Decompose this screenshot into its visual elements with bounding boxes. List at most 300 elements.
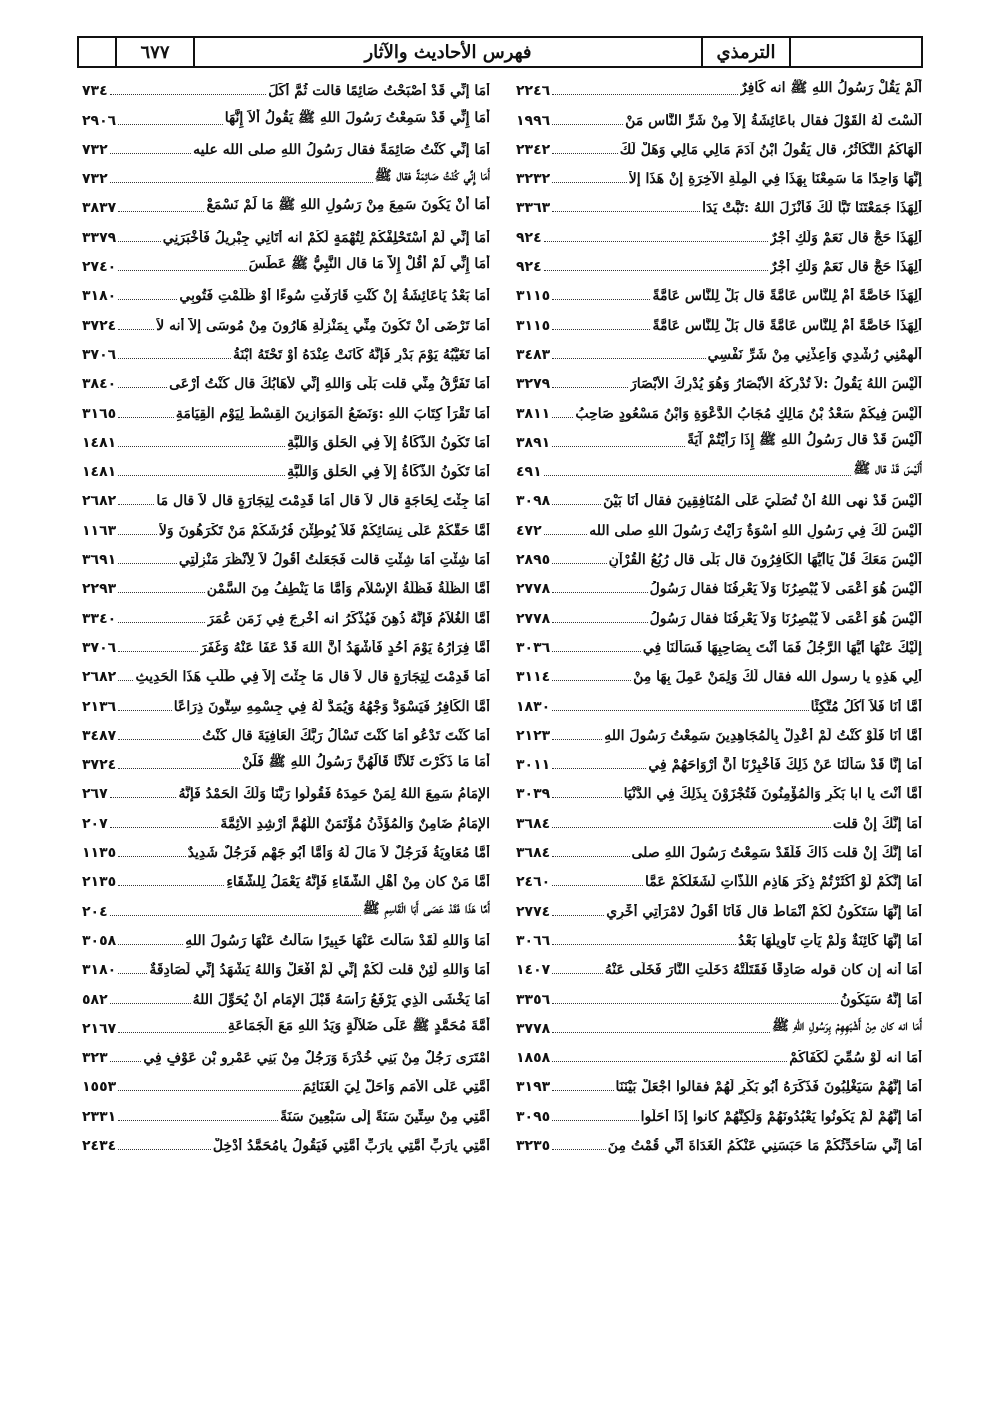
hadith-number: ٣٨٣٧ — [82, 200, 117, 217]
index-entry — [82, 1012, 490, 1041]
index-entry — [516, 396, 922, 425]
entry-text: أَمَا جِئْتَ لِحَاجَةٍ قال لاَ قال أَمَا قَدِمْتَ لِتِجَارَةٍ قال لاَ قال مَا — [156, 493, 490, 510]
entry-text: أَمَا قَدِمْتَ لِتِجَارَةٍ قال لاَ قال مَا جِئْتَ إِلاَّ فِي طَلَبِ هَذَا الْحَدِيثِ — [135, 669, 490, 686]
index-entry — [82, 982, 490, 1011]
dot-leader — [118, 1032, 226, 1033]
entry-text: أَمَا إِنِّي قَدْ أَصْبَحْتُ صَائِمًا قالت ثُمَّ أَكَلَ — [268, 83, 490, 100]
entry-text: أَمَّا أَنَا فَلَوْ كُنْتُ لَمْ أَعْدِلْ بِالْمُجَاهِدِينَ سَمِعْتُ رَسُولَ اللهِ — [604, 727, 922, 744]
entry-text: أَمَا كُنْتَ تَدْعُو أَمَا كُنْتَ تَسْأَلُ رَبَّكَ الْعَافِيَةَ قال كُنْتُ — [202, 727, 490, 744]
index-entry — [516, 572, 922, 601]
index-entry — [516, 543, 922, 572]
hadith-number: ٢٧٧٨ — [516, 581, 551, 598]
entry-text: أَلَمْ يَقُلْ رَسُولُ اللهِ ﷺ انه كَافِرٌ — [739, 80, 922, 97]
index-entry — [82, 426, 490, 455]
dot-leader — [552, 358, 705, 359]
dot-leader — [118, 329, 154, 330]
entry-text: أَلَيْسَ هُوَ أَعْمَى لاَ يُبْصِرُنَا وَلاَ يَعْرِفُنَا فقال رَسُولُ — [649, 610, 922, 627]
index-entry — [82, 133, 490, 162]
entry-text: أَمَا وَاللهِ لَئِنْ قلت لَكُمْ إِنِّي لَمْ أَفْعَلْ وَاللهُ يَشْهَدُ إِنِّي لَصَادِقَةٌ — [149, 962, 490, 979]
hadith-number: ٢٢٤٦ — [516, 83, 551, 100]
index-entry — [516, 865, 922, 894]
hadith-number: ٢٠٤ — [82, 903, 108, 920]
dot-leader — [552, 1149, 606, 1150]
index-entry — [516, 836, 922, 865]
hadith-number: ١١٣٥ — [82, 845, 117, 862]
entry-text: أَمَا وَاللهِ لَقَدْ سَأَلْتَ عَنْهَا خَبِيرًا سَأَلْتُ عَنْهَا رَسُولَ اللهِ — [185, 932, 490, 949]
index-entry — [82, 513, 490, 542]
index-entry — [516, 894, 922, 923]
hadith-number: ٣١٦٥ — [82, 405, 117, 422]
dot-leader — [552, 739, 602, 740]
index-entry — [82, 572, 490, 601]
hadith-number: ٣١١٥ — [516, 317, 551, 334]
entry-text: أَمَّا مُعَاوِيَةُ فَرَجُلٌ لاَ مَالَ لَهُ وَأَمَّا أَبُو جَهْمٍ فَرَجُلٌ شَدِيدٌ — [187, 845, 490, 862]
index-entry — [516, 953, 922, 982]
hadith-number: ١٤٨١ — [82, 464, 117, 481]
entry-text: أَلِهَذَا خَاصَّةً أَمْ لِلنَّاسِ عَامَّةً قال بَلْ لِلنَّاسِ عَامَّةً — [652, 288, 922, 305]
index-columns — [82, 74, 922, 1274]
entry-text: أَلَيْسَ قَدْ قال رَسُولُ اللهِ ﷺ إِذَا رَأَيْتُمْ آيَةً — [687, 431, 922, 448]
index-entry — [516, 1012, 922, 1041]
entry-text: أُمَّتِي يارَبِّ أُمَّتِي يارَبِّ أُمَّتِي فَيَقُولُ يامُحَمَّدُ أَدْخِلْ — [212, 1137, 490, 1154]
index-entry — [82, 220, 490, 249]
dot-leader — [552, 94, 738, 95]
index-entry — [516, 631, 922, 660]
index-entry — [82, 660, 490, 689]
hadith-number: ٢٩٠٦ — [82, 112, 117, 129]
dot-leader — [118, 534, 157, 535]
entry-text: أَمَّا حَقُّكُمْ عَلَى نِسَائِكُمْ فَلاَ يُوطِئْنَ فُرُشَكُمْ مَنْ تَكْرَهُونَ وَلاَ — [158, 522, 490, 539]
index-entry — [82, 601, 490, 630]
entry-text: أَمَا إِنَّهُمْ سَيَغْلِبُونَ فَذَكَرَهُ أَبُو بَكْرٍ لَهُمْ فقالوا اجْعَلْ بَيْنَنَا — [615, 1079, 922, 1096]
index-entry — [516, 1041, 922, 1070]
index-entry — [516, 777, 922, 806]
index-entry — [82, 338, 490, 367]
hadith-number: ٣٠٦٦ — [516, 932, 551, 949]
hadith-number: ٣٠٣٦ — [516, 639, 551, 656]
dot-leader — [552, 1120, 638, 1121]
hadith-number: ٥٨٢ — [82, 991, 108, 1008]
hadith-number: ٣٧٢٤ — [82, 757, 117, 774]
dot-leader — [552, 885, 643, 886]
dot-leader — [118, 446, 285, 447]
dot-leader — [552, 563, 606, 564]
dot-leader — [552, 915, 604, 916]
entry-text: أُمَّةَ مُحَمَّدٍ ﷺ عَلَى ضَلاَلَةٍ وَيَدُ اللهِ مَعَ الْجَمَاعَةِ — [227, 1017, 490, 1034]
dot-leader — [552, 1090, 613, 1091]
dot-leader — [118, 710, 172, 711]
hadith-number: ٢١٢٣ — [516, 727, 551, 744]
index-entry — [516, 806, 922, 835]
dot-leader — [552, 417, 573, 418]
hadith-number: ٣٤٨٣ — [516, 346, 551, 363]
hadith-number: ٣٧٠٦ — [82, 346, 117, 363]
hadith-number: ٣٦٩١ — [82, 552, 117, 569]
book-name: الترمذي — [701, 38, 789, 66]
entry-text: أَمَا إِنِّي كُنْتُ صَائِمَةً فقال رَسُولُ اللهِ صلى الله عليه — [193, 141, 490, 158]
dot-leader — [552, 710, 808, 711]
entry-text: أَمَا إِنِّي لَمْ أَسْتَحْلِفْكُمْ لِتُهْمَةٍ لَكُمْ انه أَتَانِي جِبْرِيلُ فَأَخْبَرَنِي — [162, 229, 490, 246]
header-spacer-right — [789, 38, 921, 66]
hadith-number: ٢٣٣١ — [82, 1108, 117, 1125]
index-entry — [82, 1129, 490, 1158]
dot-leader — [552, 329, 650, 330]
entry-text: أَلَيْسَ قَدْ قال ﷺ — [853, 461, 922, 478]
entry-text: الإِمَامُ سَمِعَ اللهُ لِمَنْ حَمِدَهُ فَقُولُوا رَبَّنَا وَلَكَ الْحَمْدُ فَإِنَّهُ — [178, 786, 490, 803]
hadith-number: ٩٢٤ — [516, 259, 542, 276]
dot-leader — [552, 622, 647, 623]
dot-leader — [552, 182, 627, 183]
index-entry — [516, 689, 922, 718]
dot-leader — [118, 1149, 211, 1150]
index-entry — [82, 484, 490, 513]
entry-text: أَمَا إِنَّهُ سَيَكُونُ — [840, 991, 922, 1008]
hadith-number: ٣٧٢٤ — [82, 317, 117, 334]
hadith-number: ٣٦٨٤ — [516, 815, 551, 832]
entry-text: أَمَا يَخْشَى الَّذِي يَرْفَعُ رَأْسَهُ قَبْلَ الإِمَامِ أَنْ يُحَوِّلَ اللهُ — [192, 991, 490, 1008]
index-entry — [516, 162, 922, 191]
entry-text: أُمَّتِي عَلَى الأُمَمِ وَأَحَلَّ لِيَ الْغَنَائِمَ — [302, 1079, 490, 1096]
dot-leader — [552, 973, 603, 974]
dot-leader — [118, 768, 240, 769]
dot-leader — [552, 1003, 838, 1004]
index-entry — [516, 220, 922, 249]
dot-leader — [118, 358, 231, 359]
hadith-number: ٢٠٧ — [82, 815, 108, 832]
dot-leader — [552, 651, 641, 652]
hadith-number: ٢٨٩٥ — [516, 552, 551, 569]
index-entry — [82, 191, 490, 220]
dot-leader — [552, 944, 736, 945]
entry-text: أَمَا تَفَرُّقُ مِنِّي قلت بَلَى وَاللهِ إِنِّي لأَهَابُكَ قال كُنْتُ أَرْعَى — [169, 376, 490, 393]
entry-text: أَلَيْسَ اللهُ يَقُولُ :لاَ تُدْرِكُهُ الأَبْصَارُ وَهُوَ يُدْرِكُ الأَبْصَارَ — [629, 376, 922, 393]
entry-text: أَمَا إِنِّي سَأُحَدِّثُكُمْ مَا حَبَسَنِي عَنْكُمُ الْغَدَاةَ أَنِّي قُمْتُ مِنَ — [607, 1137, 922, 1154]
index-entry — [82, 894, 490, 923]
index-entry — [82, 250, 490, 279]
entry-text: أَمَا إِنَّهُمْ لَمْ يَكُونُوا يَعْبُدُونَهُمْ وَلَكِنَّهُمْ كانوا إِذَا أَحَلُّوا — [640, 1108, 922, 1125]
hadith-number: ١٨٣٠ — [516, 698, 551, 715]
entry-text: أَمَا انه لَوْ سُمِّيَ لَكَفَاكُمْ — [789, 1050, 922, 1067]
dot-leader — [552, 856, 629, 857]
dot-leader — [118, 563, 177, 564]
dot-leader — [110, 797, 177, 798]
index-entry — [516, 426, 922, 455]
index-entry — [82, 1099, 490, 1128]
hadith-number: ١٤٨١ — [82, 434, 117, 451]
index-entry — [82, 865, 490, 894]
entry-text: أَمَا أَنه إِن كان قوله صَادِقًا فَقَتَلَتْهُ دَخَلَتِ النَّارَ فَخَلَّى عَنْهُ — [604, 962, 922, 979]
hadith-number: ٢١٣٥ — [82, 874, 117, 891]
hadith-number: ٧٣٢ — [82, 171, 108, 188]
entry-text: أَمَّا الْغُلاَمُ فَإِنَّهُ ذُهِنَ فَيُذْكَرُ انه أُخْرِجَ فِي زَمَنِ عُمَرَ — [207, 610, 490, 627]
index-entry — [516, 1070, 922, 1099]
entry-text: أَمَا تَغَيُّبُهُ يَوْمَ بَدْرٍ فَإِنَّهُ كَانَتْ عِنْدَهُ أَوْ تَحْتَهُ ابْنَةُ — [233, 346, 490, 363]
dot-leader — [118, 299, 177, 300]
index-entry — [82, 162, 490, 191]
entry-text: أَمَّا مَنْ كان مِنْ أَهْلِ الشَّقَاءِ فَإِنَّهُ يَعْمَلُ لِلشَّقَاءِ — [226, 874, 490, 891]
dot-leader — [118, 504, 154, 505]
hadith-number: ٢٤٦٠ — [516, 874, 551, 891]
index-entry — [516, 279, 922, 308]
index-entry — [516, 924, 922, 953]
index-entry — [516, 748, 922, 777]
dot-leader — [110, 182, 373, 183]
index-entry — [82, 689, 490, 718]
hadith-number: ٢١٣٦ — [82, 698, 117, 715]
dot-leader — [552, 797, 621, 798]
header-spacer-left — [79, 38, 115, 66]
index-entry — [516, 191, 922, 220]
dot-leader — [118, 592, 205, 593]
index-entry — [82, 719, 490, 748]
index-entry — [516, 513, 922, 542]
hadith-number: ١٨٥٨ — [516, 1050, 551, 1067]
index-entry — [82, 953, 490, 982]
hadith-number: ٣٠٣٩ — [516, 786, 551, 803]
index-entry — [516, 250, 922, 279]
dot-leader — [118, 885, 224, 886]
dot-leader — [118, 211, 204, 212]
hadith-number: ٣٦٨٤ — [516, 845, 551, 862]
index-entry — [82, 631, 490, 660]
hadith-number: ٧٣٤ — [82, 83, 108, 100]
entry-text: أَمَا تَقْرَأُ كِتَابَ اللهِ :وَنَضَعُ الْمَوَازِينَ الْقِسْطَ لِيَوْمِ الْقِيَامَةِ — [175, 405, 490, 422]
hadith-number: ٧٣٢ — [82, 141, 108, 158]
dot-leader — [110, 153, 191, 154]
hadith-number: ٣٢٣٢ — [516, 171, 551, 188]
dot-leader — [110, 827, 219, 828]
entry-text: أَمَا مَا ذَكَرْتَ ثَلاَثًا قَالَهُنَّ رَسُولُ اللهِ ﷺ فَلَنْ — [241, 754, 490, 771]
index-entry — [82, 367, 490, 396]
entry-text: الإِمَامُ ضَامِنٌ وَالْمُؤَذِّنُ مُؤْتَمَنٌ اللَّهُمَّ أَرْشِدِ الأَئِمَّةَ — [220, 815, 490, 832]
entry-text: أَمَا إِنَّكَ إِنْ قلت — [832, 815, 922, 832]
hadith-number: ٤٧٢ — [516, 522, 542, 539]
entry-text: أَلْهِمْنِي رُشْدِي وَأَعِذْنِي مِنْ شَرِّ نَفْسِي — [707, 346, 922, 363]
entry-text: أَلْهَاكُمُ التَّكَاثُرُ، قال يَقُولُ ابْنُ آدَمَ مَالِي مَالِي وَهَلْ لَكَ — [619, 141, 922, 158]
index-entry — [516, 367, 922, 396]
entry-text: أَمَا تَكُونُ الذَّكَاةُ إِلاَّ فِي الْحَلْقِ وَاللَّبَّةِ — [287, 434, 490, 451]
hadith-number: ١١٦٣ — [82, 522, 117, 539]
entry-text: أَلِهَذَا خَاصَّةً أَمْ لِلنَّاسِ عَامَّةً قال بَلْ لِلنَّاسِ عَامَّةً — [652, 317, 922, 334]
dot-leader — [552, 211, 700, 212]
hadith-number: ٣٤٨٧ — [82, 727, 117, 744]
hadith-number: ٣٨١١ — [516, 405, 551, 422]
hadith-number: ٣٧٧٨ — [516, 1020, 551, 1037]
hadith-number: ٣٢٣٥ — [516, 1137, 551, 1154]
entry-text: أَلِهَذَا جَمَعْتَنَا تَبًّا لَكَ فَأَنْزَلَ اللهُ :تَبَّتْ يَدَا — [702, 200, 922, 217]
page-header — [77, 36, 923, 68]
entry-text: أَمَا شِئْتِ أَمَا شِئْتِ قالت فَجَعَلْتُ أَقُولُ لاَ لِأَنْظُرَ مَنْزِلَتِي — [178, 552, 490, 569]
entry-text: أُمَّتِي مِنْ سِتِّينَ سَنَةً إِلَى سَبْعِينَ سَنَةً — [280, 1108, 490, 1125]
entry-text: امْتَرَى رَجُلٌ مِنْ بَنِي خُدْرَةَ وَرَجُلٌ مِنْ بَنِي عَمْرِو بْنِ عَوْفٍ فِي — [143, 1050, 490, 1067]
entry-text: أَمَا إِنَّهَا كَائِنَةٌ وَلَمْ يَأْتِ تَأْوِيلُهَا بَعْدُ — [738, 932, 922, 949]
hadith-number: ٣١٨٠ — [82, 962, 117, 979]
dot-leader — [552, 592, 647, 593]
index-entry — [516, 455, 922, 484]
hadith-number: ٣٧٠٦ — [82, 639, 117, 656]
index-entry — [516, 74, 922, 103]
hadith-number: ٢٢٩٣ — [82, 581, 117, 598]
index-entry — [516, 338, 922, 367]
hadith-number: ٤٩١ — [516, 464, 542, 481]
entry-text: أَمَّا أَنَا فَلاَ آكُلُ مُتَّكِئًا — [810, 698, 922, 715]
dot-leader — [552, 446, 685, 447]
index-entry — [516, 308, 922, 337]
entry-text: أَلَيْسَ قَدْ نهى اللهُ أَنْ تُصَلِّيَ عَلَى الْمُنَافِقِينَ فقال أَنَا بَيْنَ — [603, 493, 922, 510]
entry-text: أَلَيْسَ لَكَ فِي رَسُولِ اللهِ أُسْوَةٌ رَأَيْتُ رَسُولَ اللهِ صلى الله — [589, 522, 922, 539]
dot-leader — [118, 1090, 300, 1091]
hadith-number: ٣١١٤ — [516, 669, 551, 686]
dot-leader — [118, 270, 246, 271]
dot-leader — [118, 944, 183, 945]
entry-text: أَمَا إِنِّي لَمْ أَقُلْ إِلاَّ مَا قال النَّبِيُّ ﷺ عَطَسَ — [248, 256, 490, 273]
entry-text: إِنَّهَا وَاحِدًا مَا سَمِعْنَا بِهَذَا فِي الْمِلَّةِ الآخِرَةِ إِنْ هَذَا إِلاَّ — [628, 171, 922, 188]
index-entry — [516, 484, 922, 513]
hadith-number: ٢١٦٧ — [82, 1020, 117, 1037]
index-entry — [516, 601, 922, 630]
dot-leader — [552, 1032, 770, 1033]
index-entry — [82, 777, 490, 806]
index-entry — [82, 543, 490, 572]
entry-text: أَلَيْسَ هُوَ أَعْمَى لاَ يُبْصِرُنَا وَلاَ يَعْرِفُنَا فقال رَسُولُ — [649, 581, 922, 598]
dot-leader — [110, 915, 361, 916]
index-entry — [516, 1129, 922, 1158]
entry-text: أَلِي هَذِهِ يا رسول الله فقال لَكَ وَلِمَنْ عَمِلَ بِهَا مِنْ — [633, 669, 922, 686]
dot-leader — [118, 680, 133, 681]
index-entry — [82, 836, 490, 865]
hadith-number: ٢٦٧ — [82, 786, 108, 803]
left-column — [82, 74, 502, 1274]
dot-leader — [552, 299, 650, 300]
entry-text: أَلِهَذَا حَجٌّ قال نَعَمْ وَلَكِ أَجْرٌ — [769, 229, 922, 246]
hadith-number: ٩٢٤ — [516, 229, 542, 246]
entry-text: أَمَا انه كان مِنْ أَشْبَهِهِمْ بِرَسُولِ اللهِ ﷺ — [771, 1017, 922, 1034]
entry-text: أَمَّا هَذَا فَقَدْ عَصَى أَبَا الْقَاسِمِ ﷺ — [362, 900, 490, 917]
dot-leader — [118, 1120, 278, 1121]
index-entry — [82, 924, 490, 953]
hadith-number: ٢٤٣٤ — [82, 1137, 117, 1154]
dot-leader — [118, 124, 223, 125]
page-title: فهرس الأحاديث والآثار — [193, 38, 701, 66]
page-number: ٦٧٧ — [115, 38, 193, 66]
hadith-number: ٣٣٦٣ — [516, 200, 551, 217]
dot-leader — [110, 1003, 191, 1004]
hadith-number: ٣٨٤٠ — [82, 376, 117, 393]
dot-leader — [552, 153, 618, 154]
entry-text: أَمَا إِنِّي كُنْتُ صَائِمَةً فقال ﷺ — [374, 168, 490, 185]
dot-leader — [110, 94, 267, 95]
hadith-number: ١٩٩٦ — [516, 112, 551, 129]
dot-leader — [544, 270, 768, 271]
dot-leader — [552, 680, 631, 681]
entry-text: أَمَا أَنْ يَكُونَ سَمِعَ مِنْ رَسُولِ اللهِ ﷺ مَا لَمْ نَسْمَعْ — [206, 197, 490, 214]
hadith-number: ٣٣٤٠ — [82, 610, 117, 627]
dot-leader — [118, 622, 205, 623]
hadith-number: ٣٠١١ — [516, 757, 551, 774]
hadith-number: ١٥٥٣ — [82, 1079, 117, 1096]
index-entry — [516, 103, 922, 132]
dot-leader — [110, 1061, 142, 1062]
entry-text: أَلَسْتَ لَهُ الْقَوْلَ فقال باعَائِشَةُ إِلاَّ مِنْ شَرِّ النَّاسِ مَنْ — [625, 112, 922, 129]
entry-text: أَمَا بَعْدُ يَاعَائِشَةُ إِنْ كُنْتِ قَارَفْتِ سُوءًا أَوْ ظَلَمْتِ فَتُوبِي — [179, 288, 490, 305]
index-entry — [82, 103, 490, 132]
dot-leader — [552, 827, 831, 828]
hadith-number: ٣٢٣ — [82, 1050, 108, 1067]
hadith-number: ٣١٨٠ — [82, 288, 117, 305]
index-entry — [82, 806, 490, 835]
entry-text: أَمَا إِنَّهَا سَتَكُونُ لَكُمْ أَنْمَاطٌ قال فَأَنَا أَقُولُ لامْرَأَتِي أَخِّرِي — [606, 903, 922, 920]
dot-leader — [544, 241, 768, 242]
hadith-number: ٣٣٥٦ — [516, 991, 551, 1008]
dot-leader — [118, 475, 285, 476]
entry-text: أَلَيْسَ مَعَكَ قُلْ يَاأَيُّهَا الْكَافِرُونَ قال بَلَى قال رُبُعُ الْقُرْآنِ — [608, 552, 922, 569]
entry-text: أَمَا إِنَّكُمْ لَوْ أَكْثَرْتُمْ ذِكْرَ هَاذِمِ اللَّذَّاتِ لَشَغَلَكُمْ عَمَّا — [645, 874, 922, 891]
hadith-number: ٢٦٨٢ — [82, 493, 117, 510]
dot-leader — [118, 856, 186, 857]
hadith-number: ١٤٠٧ — [516, 962, 551, 979]
index-entry — [82, 74, 490, 103]
dot-leader — [552, 387, 628, 388]
dot-leader — [544, 475, 852, 476]
entry-text: أَلِهَذَا حَجٌّ قال نَعَمْ وَلَكِ أَجْرٌ — [769, 259, 922, 276]
dot-leader — [552, 1061, 787, 1062]
entry-text: أَمَّا أَنْتَ يا ابا بَكْرٍ وَالْمُؤْمِنُونَ فَتُجْزَوْنَ بِذَلِكَ فِي الدُّنْيَا — [623, 786, 922, 803]
dot-leader — [552, 504, 601, 505]
entry-text: أَلَيْسَ فِيكُمْ سَعْدُ بْنُ مَالِكٍ مُجَابُ الدَّعْوَةِ وَابْنُ مَسْعُودٍ صَاحِبُ — [575, 405, 922, 422]
hadith-number: ٣١٩٣ — [516, 1079, 551, 1096]
entry-text: أَمَا تَكُونُ الذَّكَاةُ إِلاَّ فِي الْحَلْقِ وَاللَّبَّةِ — [287, 464, 490, 481]
index-entry — [516, 133, 922, 162]
index-entry — [82, 396, 490, 425]
dot-leader — [118, 651, 198, 652]
index-entry — [82, 455, 490, 484]
index-entry — [82, 1070, 490, 1099]
hadith-number: ٢٧٧٤ — [516, 903, 551, 920]
hadith-number: ٣٨٩١ — [516, 434, 551, 451]
hadith-number: ٢٧٤٠ — [82, 259, 117, 276]
right-column — [502, 74, 922, 1274]
dot-leader — [118, 417, 174, 418]
entry-text: أَمَّا فِرَارُهُ يَوْمَ أُحُدٍ فَأَشْهَدُ أَنَّ اللهَ قَدْ عَفَا عَنْهُ وَغَفَرَ — [199, 639, 490, 656]
dot-leader — [118, 739, 200, 740]
index-entry — [82, 308, 490, 337]
dot-leader — [118, 973, 147, 974]
hadith-number: ٢٧٧٨ — [516, 610, 551, 627]
hadith-number: ٣٠٩٨ — [516, 493, 551, 510]
dot-leader — [118, 387, 167, 388]
entry-text: أَمَا إِنَّكَ إِنْ قلت ذَاكَ فَلَقَدْ سَمِعْتُ رَسُولَ اللهِ صلى — [631, 845, 922, 862]
dot-leader — [118, 241, 161, 242]
entry-text: أَمَا إِنَّا قَدْ سَأَلْنَا عَنْ ذَلِكَ فَأُخْبِرْنَا أَنَّ أَرْوَاحَهُمْ فِي — [648, 757, 922, 774]
index-entry — [516, 719, 922, 748]
index-entry — [516, 660, 922, 689]
index-entry — [516, 982, 922, 1011]
hadith-number: ٢٣٤٢ — [516, 141, 551, 158]
entry-text: أَمَّا الْكَافِرُ فَيَسْوَدُّ وَجْهُهُ وَيُمَدُّ لَهُ فِي جِسْمِهِ سِتُّونَ ذِرَاعًا — [173, 698, 490, 715]
hadith-number: ٣٠٩٥ — [516, 1108, 551, 1125]
dot-leader — [544, 534, 588, 535]
entry-text: أَمَا تَرْضَى أَنْ تَكُونَ مِنِّي بِمَنْزِلَةِ هَارُونَ مِنْ مُوسَى إِلاَّ أنه لاَ — [156, 317, 490, 334]
hadith-number: ٣٢٧٩ — [516, 376, 551, 393]
dot-leader — [552, 124, 623, 125]
entry-text: إِلَيْكَ عَنْهَا أَيُّهَا الرَّجُلُ فَمَا أَنْتَ بِصَاحِبِهَا فَسَأَلْنَا فِي — [642, 639, 922, 656]
hadith-number: ٣٣٧٩ — [82, 229, 117, 246]
hadith-number: ٣١١٥ — [516, 288, 551, 305]
entry-text: أَمَا إِنِّي قَدْ سَمِعْتُ رَسُولَ اللهِ ﷺ يَقُولُ أَلاَ إِنَّهَا — [224, 109, 490, 126]
entry-text: أَمَّا الظُّلَّةُ فَظُلَّةُ الإِسْلاَمِ وَأَمَّا مَا يَنْطِفُ مِنَ السَّمْنِ — [206, 581, 490, 598]
index-entry — [516, 1099, 922, 1128]
hadith-number: ٣٠٥٨ — [82, 932, 117, 949]
